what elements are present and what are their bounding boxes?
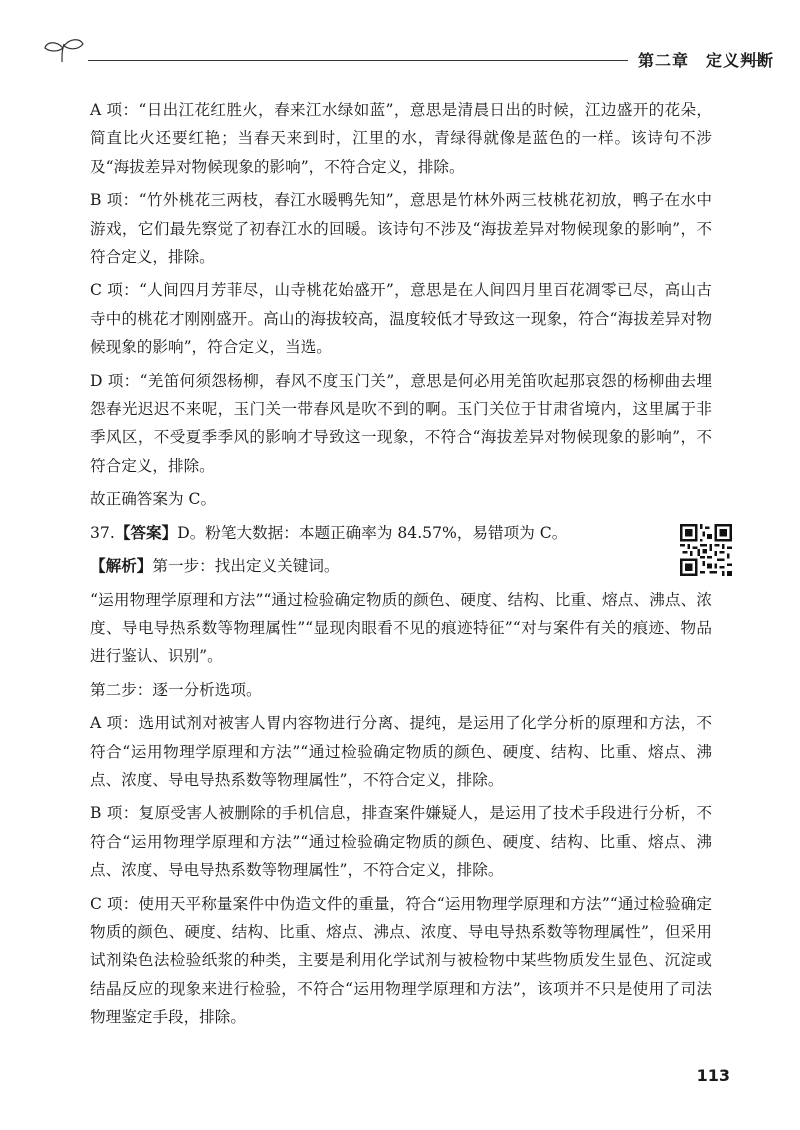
analysis-text: 第一步：找出定义关键词。 <box>152 557 340 576</box>
sprout-icon <box>42 36 86 64</box>
qr-code-icon[interactable] <box>680 524 732 576</box>
page-header <box>42 34 775 74</box>
question-37-analysis <box>90 552 712 580</box>
analysis-tag: 【解析】 <box>90 556 153 576</box>
header-rule-right <box>742 60 762 61</box>
header-rule-left <box>88 60 628 61</box>
paragraph-37-option-c: C 项：使用天平称量案件中伪造文件的重量，符合“运用物理学原理和方法”“通过检验确定物质的颜色、硬度、结构、比重、熔点、沸点、浓度、导电导热系数等物理属性”，但采用试剂染色法检验纸浆的种类，主要是利用化学试剂与被检物中某些物质发生显色、沉淀或结晶反应的现象来进行检验，不符合“运用物理学原理和方法”，该项并不只是使用了司法物理鉴定手段，排除。 <box>90 894 712 1027</box>
answer-text: D。粉笔大数据：本题正确率为 84.57%，易错项为 C。 <box>177 523 568 542</box>
paragraph-37-option-b: B 项：复原受害人被删除的手机信息，排查案件嫌疑人，是运用了技术手段进行分析，不符合“运用物理学原理和方法”“通过检验确定物质的颜色、硬度、结构、比重、熔点、沸点、浓度、导电导热系数等物理属性”，不符合定义，排除。 <box>90 804 712 880</box>
paragraph-37-option-a: A 项：选用试剂对被害人胃内容物进行分离、提纯，是运用了化学分析的原理和方法，不符合“运用物理学原理和方法”“通过检验确定物质的颜色、硬度、结构、比重、熔点、沸点、浓度、导电导热系数等物理属性”，不符合定义，排除。 <box>90 714 712 789</box>
page-body <box>90 96 712 1037</box>
paragraph-option-c: C 项：“人间四月芳菲尽，山寺桃花始盛开”，意思是在人间四月里百花凋零已尽，高山古寺中的桃花才刚刚盛开。高山的海拔较高，温度较低才导致这一现象，符合“海拔差异对物候现象的影响”，符合定义，当选。 <box>90 281 712 357</box>
paragraph-option-b: B 项：“竹外桃花三两枝，春江水暖鸭先知”，意思是竹林外两三枝桃花初放，鸭子在水中游戏，它们最先察觉了初春江水的回暖。该诗句不涉及“海拔差异对物候现象的影响”，不符合定义，排除。 <box>90 191 712 267</box>
answer-tag: 【答案】 <box>114 522 178 542</box>
page-number: 113 <box>696 1066 730 1085</box>
chapter-title: 第二章 定义判断 <box>638 51 775 70</box>
paragraph-option-a: A 项：“日出江花红胜火，春来江水绿如蓝”，意思是清晨日出的时候，江边盛开的花朵，简直比火还要红艳；当春天来到时，江里的水，青绿得就像是蓝色的一样。该诗句不涉及“海拔差异对物候现象的影响”，不符合定义，排除。 <box>90 101 712 176</box>
paragraph-keywords: “运用物理学原理和方法”“通过检验确定物质的颜色、硬度、结构、比重、熔点、沸点、浓度、导电导热系数等物理属性”“显现肉眼看不见的痕迹特征”“对与案件有关的痕迹、物品进行鉴认、识别”。 <box>90 590 712 666</box>
paragraph-conclusion: 故正确答案为 C。 <box>90 490 217 509</box>
question-37-answer <box>90 519 712 547</box>
question-number: 37. <box>90 523 115 542</box>
paragraph-step-two: 第二步：逐一分析选项。 <box>90 680 262 699</box>
paragraph-option-d: D 项：“羌笛何须怨杨柳，春风不度玉门关”，意思是何必用羌笛吹起那哀怨的杨柳曲去埋怨春光迟迟不来呢，玉门关一带春风是吹不到的啊。玉门关位于甘肃省境内，这里属于非季风区，不受夏季季风的影响才导致这一现象，不符合“海拔差异对物候现象的影响”，不符合定义，排除。 <box>90 371 712 475</box>
